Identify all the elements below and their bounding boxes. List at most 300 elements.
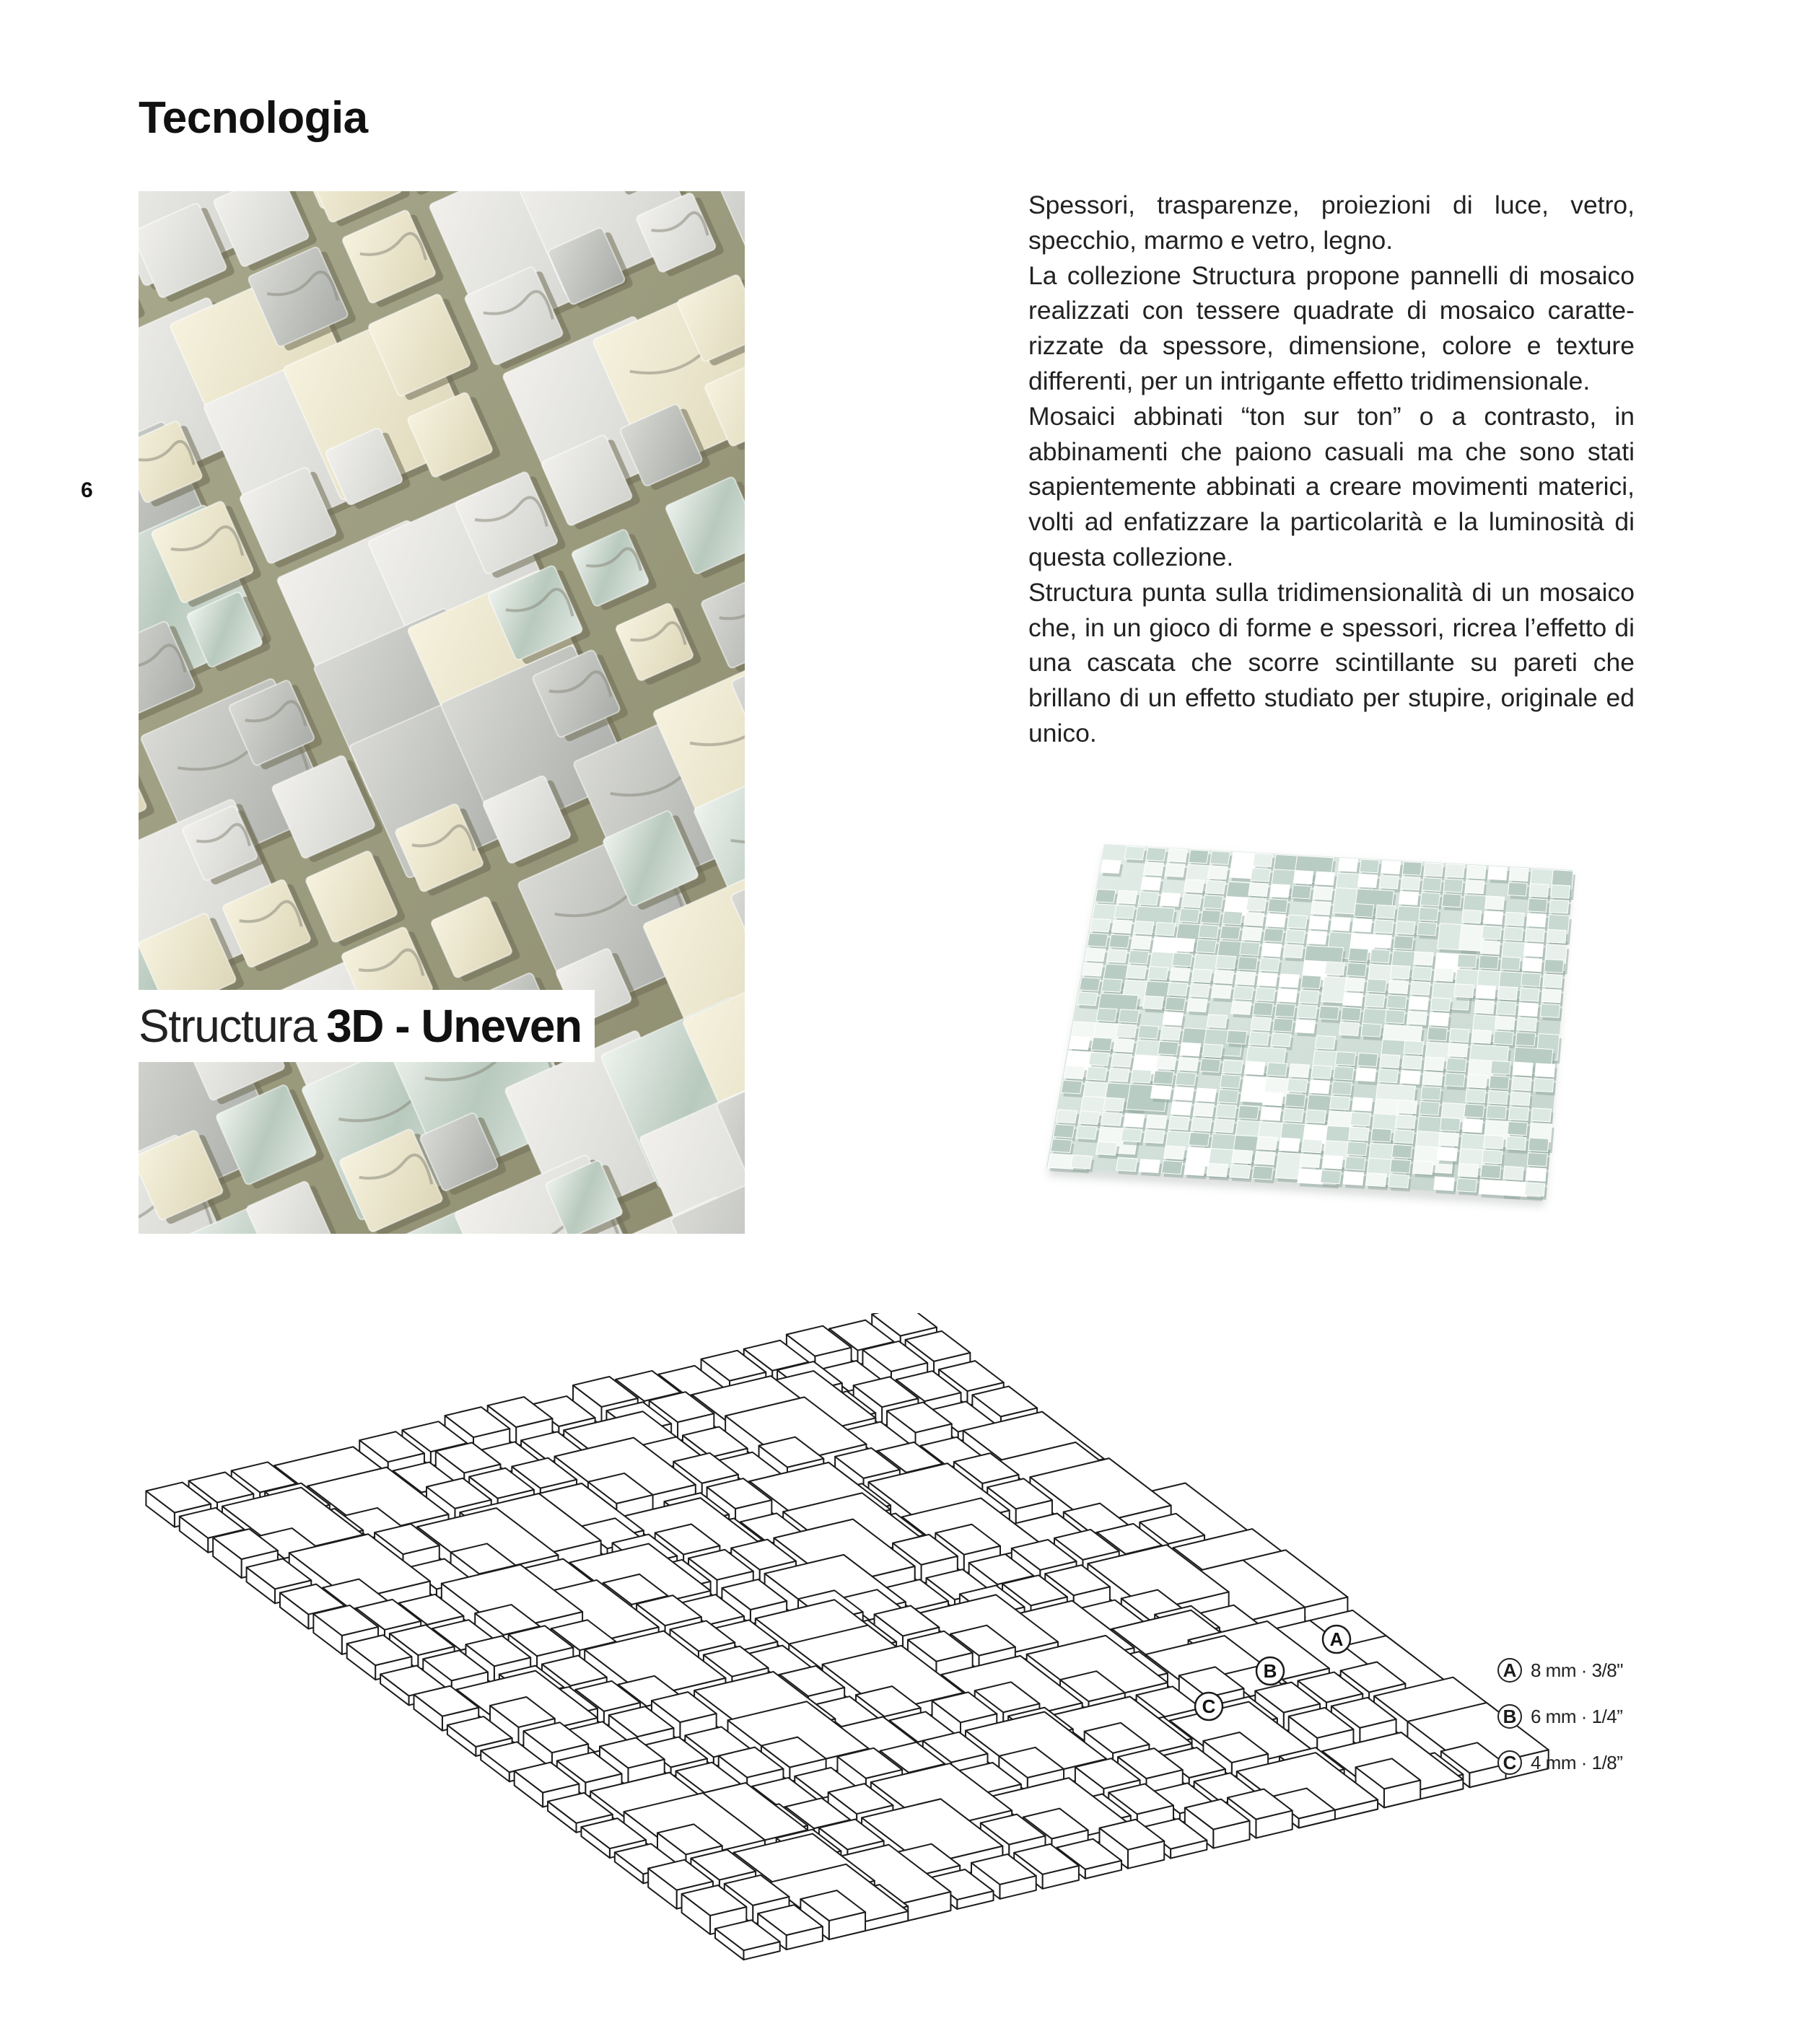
panel-tile — [1215, 1104, 1236, 1118]
panel-tile — [1466, 1089, 1486, 1103]
panel-tile — [1370, 949, 1391, 963]
panel-tile — [1244, 913, 1264, 926]
panel-tile — [1085, 948, 1106, 962]
panel-tile — [1146, 848, 1166, 861]
panel-tile — [1456, 1178, 1477, 1192]
panel-tile — [1129, 950, 1150, 964]
legend-item — [1497, 1741, 1623, 1784]
panel-tile — [1268, 899, 1288, 913]
diagram-label: B — [1263, 1660, 1277, 1682]
panel-tile — [1485, 896, 1505, 910]
panel-tile — [1419, 908, 1438, 921]
panel-tile — [1347, 1142, 1368, 1156]
description-text — [1028, 188, 1635, 751]
panel-tile — [1412, 967, 1433, 981]
panel-tile — [1520, 988, 1539, 1001]
panel-tile — [1275, 1004, 1295, 1017]
panel-tile — [1126, 965, 1147, 979]
panel-tile — [1251, 868, 1271, 882]
panel-tile — [1547, 929, 1566, 943]
panel-tile — [1487, 1105, 1507, 1119]
legend-value-c: 4 mm · 1/8” — [1531, 1751, 1623, 1773]
panel-tile — [1235, 971, 1256, 985]
panel-tile — [1230, 1164, 1251, 1178]
panel-tile — [1051, 1139, 1072, 1153]
panel-tile — [1466, 865, 1486, 879]
panel-tile — [1114, 1039, 1134, 1053]
panel-tile — [1352, 918, 1373, 932]
panel-tile — [1244, 1061, 1265, 1075]
panel-tile — [1287, 915, 1308, 929]
panel-tile — [1301, 975, 1321, 989]
panel-tile — [1399, 891, 1418, 905]
legend-item — [1497, 1649, 1623, 1692]
panel-tile — [1381, 861, 1401, 874]
panel-tile — [1150, 1085, 1171, 1099]
panel-tile — [1160, 1027, 1181, 1040]
panel-tile — [1270, 884, 1290, 898]
panel-tile — [1199, 925, 1219, 939]
panel-tile — [1202, 1044, 1223, 1058]
panel-tile — [1315, 872, 1335, 885]
panel-tile — [1111, 920, 1132, 934]
diagram-label: C — [1202, 1696, 1216, 1717]
panel-tile — [1390, 1159, 1411, 1173]
legend-item — [1497, 1695, 1623, 1738]
panel-tile — [1253, 1002, 1273, 1016]
panel-tile — [1420, 892, 1440, 906]
panel-tile — [1164, 1146, 1185, 1159]
panel-tile — [1165, 997, 1186, 1011]
legend-value-a: 8 mm · 3/8" — [1531, 1659, 1623, 1681]
panel-tile — [1465, 880, 1484, 894]
panel-tile — [1392, 1144, 1412, 1158]
panel-tile — [1531, 1108, 1552, 1122]
panel-tile — [1360, 859, 1379, 873]
panel-tile — [1534, 1078, 1554, 1092]
panel-tile — [1233, 986, 1254, 1000]
panel-tile — [1528, 1138, 1549, 1152]
page-number: 6 — [81, 478, 93, 502]
panel-tile — [1315, 1035, 1335, 1049]
panel-tile — [1510, 1092, 1531, 1105]
panel-tile — [1195, 1088, 1216, 1102]
panel-tile — [1153, 1071, 1174, 1084]
panel-tile — [1238, 957, 1258, 970]
panel-tile — [1356, 1068, 1376, 1082]
panel-tile — [1291, 885, 1311, 899]
panel-tile — [1053, 1124, 1075, 1138]
panel-tile — [1417, 922, 1437, 936]
panel-tile — [1090, 918, 1111, 932]
panel-tile — [1357, 1053, 1378, 1066]
panel-tile — [1261, 943, 1282, 957]
legend-badge-a: A — [1497, 1658, 1522, 1683]
panel-tile — [1448, 1043, 1468, 1057]
panel-tile — [1385, 1010, 1405, 1024]
panel-tile — [1158, 1041, 1178, 1055]
panel-tile — [1271, 1033, 1291, 1047]
panel-tile — [1191, 1118, 1212, 1131]
panel-tile — [1482, 926, 1501, 939]
panel-tile — [1146, 1115, 1167, 1128]
panel-tile — [1491, 1061, 1511, 1074]
panel-tile — [1240, 942, 1260, 955]
panel-tile — [1071, 1155, 1093, 1169]
panel-tile — [1220, 926, 1241, 939]
panel-tile — [1424, 863, 1443, 877]
panel-tile — [1420, 1102, 1440, 1115]
panel-tile — [1261, 1107, 1282, 1120]
panel-tile — [1454, 984, 1474, 998]
panel-tile — [1299, 990, 1319, 1004]
panel-tile — [1253, 854, 1273, 867]
panel-tile — [1144, 1130, 1165, 1144]
panel-tile — [1264, 929, 1284, 942]
panel-tile — [1139, 1159, 1160, 1173]
panel-tile — [1242, 927, 1262, 941]
panel-tile — [1365, 1173, 1386, 1187]
panel-tile — [1343, 1172, 1364, 1185]
panel-tile — [1285, 929, 1305, 943]
legend-badge-c: C — [1497, 1750, 1522, 1775]
panel-tile — [1443, 879, 1463, 892]
panel-tile — [1388, 981, 1409, 994]
panel-tile — [1283, 944, 1303, 958]
panel-tile — [1141, 877, 1161, 890]
panel-tile — [1402, 1056, 1422, 1069]
panel-tile — [1438, 1133, 1458, 1146]
panel-tile — [1305, 1110, 1326, 1123]
panel-tile — [1143, 996, 1164, 1009]
panel-tile — [1410, 981, 1430, 995]
panel-tile — [1124, 846, 1145, 860]
panel-tile — [1390, 965, 1410, 979]
panel-tile — [1508, 1121, 1528, 1135]
panel-tile — [1458, 1164, 1478, 1177]
panel-tile — [1170, 968, 1190, 981]
panel-tile — [1273, 1018, 1293, 1032]
panel-tile — [1509, 867, 1528, 881]
panel-tile — [1334, 1066, 1354, 1080]
panel-tile — [1348, 948, 1368, 962]
mosaic-panel-photo — [1039, 837, 1588, 1212]
panel-tile — [1215, 955, 1235, 969]
panel-tile — [1367, 979, 1387, 993]
panel-tile — [1307, 931, 1327, 944]
panel-tile — [1210, 851, 1230, 865]
panel-tile — [1080, 978, 1101, 991]
mosaic-photo-graphic — [139, 191, 745, 1234]
panel-tile — [1163, 1012, 1184, 1025]
panel-tile — [1101, 860, 1121, 874]
panel-tile — [1413, 1161, 1433, 1175]
panel-tile — [1131, 936, 1151, 949]
panel-tile — [1457, 955, 1477, 968]
panel-tile — [1193, 1103, 1214, 1117]
panel-tile — [1401, 877, 1420, 890]
panel-tile — [1255, 988, 1275, 1001]
panel-tile — [1335, 1052, 1355, 1066]
paragraph: Structura punta sulla tridimensionalità di un mosaico che, in un gioco di forme e spessori, ricrea l’effetto di una cascata che scorre scintillante su pareti che brillano di un effetto studiato per stupire, originale ed unico. — [1028, 577, 1635, 747]
panel-tile — [1352, 1097, 1373, 1111]
panel-tile — [1220, 1075, 1241, 1089]
panel-tile — [1397, 1100, 1417, 1114]
panel-tile — [1380, 1054, 1400, 1068]
panel-tile — [1064, 1066, 1085, 1079]
panel-tile — [1138, 1025, 1159, 1039]
panel-tile — [1446, 1058, 1466, 1072]
panel-tile — [1422, 877, 1442, 891]
panel-tile — [1445, 864, 1464, 878]
panel-tile — [1343, 993, 1363, 1006]
panel-tile — [1223, 911, 1243, 925]
panel-tile — [1429, 1012, 1449, 1026]
panel-tile — [1526, 1167, 1546, 1181]
panel-tile — [1103, 1097, 1124, 1111]
panel-tile — [1251, 1017, 1271, 1031]
panel-tile — [1549, 900, 1569, 913]
panel-tile — [1535, 1063, 1555, 1077]
photo-caption — [139, 990, 595, 1062]
panel-tile — [1096, 1141, 1118, 1155]
panel-tile — [1252, 1166, 1273, 1180]
panel-tile — [1404, 1040, 1424, 1054]
panel-tile — [1414, 952, 1434, 965]
panel-tile — [1254, 1152, 1275, 1165]
panel-tile — [1523, 958, 1542, 972]
panel-tile — [1400, 1071, 1420, 1084]
panel-tile — [1069, 1036, 1090, 1050]
panel-tile — [1231, 1001, 1251, 1014]
panel-tile — [1331, 917, 1351, 931]
panel-tile — [1279, 974, 1299, 988]
panel-tile — [1440, 1118, 1460, 1131]
panel-tile — [1101, 978, 1122, 992]
panel-tile — [1213, 970, 1233, 984]
panel-tile — [1256, 1136, 1277, 1150]
panel-tile — [1168, 1116, 1189, 1130]
panel-tile — [1427, 1027, 1448, 1041]
panel-tile — [1350, 1113, 1370, 1126]
panel-tile — [1203, 895, 1223, 909]
panel-tile — [1341, 1007, 1361, 1021]
panel-tile — [1297, 1005, 1317, 1019]
panel-tile — [1490, 1076, 1510, 1089]
panel-tile — [1248, 1032, 1269, 1045]
panel-tile — [1357, 874, 1377, 887]
panel-tile — [1223, 1060, 1243, 1074]
paragraph: Spessori, trasparenze, proiezioni di luce, vetro, specchio, marmo e vetro, legno. — [1028, 190, 1635, 255]
panel-tile — [1109, 934, 1130, 948]
panel-tile — [1496, 1001, 1515, 1015]
panel-tile — [1500, 957, 1520, 970]
legend-badge-b: B — [1497, 1704, 1522, 1729]
panel-tile — [1394, 1130, 1414, 1144]
panel-tile — [1211, 985, 1231, 999]
panel-tile — [1277, 988, 1297, 1002]
panel-tile — [1523, 943, 1543, 957]
panel-tile — [1056, 1110, 1077, 1123]
panel-tile — [1482, 1150, 1503, 1164]
legend-value-b: 6 mm · 1/4” — [1531, 1705, 1623, 1727]
panel-tile — [1503, 1166, 1523, 1180]
panel-tile — [1543, 974, 1562, 988]
panel-tile — [1116, 890, 1137, 904]
thickness-diagram-graphic — [137, 1313, 1660, 1977]
panel-tile — [1551, 885, 1570, 898]
panel-tile — [1180, 1043, 1201, 1056]
panel-tile — [1354, 904, 1374, 918]
panel-tile — [1434, 968, 1454, 981]
panel-tile — [1189, 1132, 1210, 1146]
panel-tile — [1529, 884, 1549, 898]
panel-tile — [1207, 1163, 1228, 1177]
panel-tile — [1285, 1094, 1305, 1107]
panel-tile — [1476, 985, 1495, 999]
panel-tile — [1155, 1056, 1176, 1070]
panel-tile — [1131, 1069, 1152, 1083]
panel-tile — [1421, 1087, 1441, 1100]
panel-tile — [1374, 920, 1394, 934]
panel-tile — [1205, 880, 1225, 894]
panel-tile — [1300, 1154, 1321, 1167]
panel-tile — [1167, 848, 1187, 862]
panel-tile — [1319, 1006, 1339, 1019]
panel-tile — [1375, 905, 1395, 918]
panel-tile — [1430, 998, 1451, 1012]
panel-tile — [1395, 1115, 1415, 1128]
panel-tile — [1114, 905, 1134, 918]
panel-tile — [1189, 983, 1210, 997]
panel-tile — [1262, 1092, 1283, 1106]
panel-tile — [1095, 889, 1116, 903]
panel-tile — [1409, 996, 1429, 1010]
panel-tile — [1515, 1032, 1536, 1046]
panel-tile — [1484, 1135, 1504, 1149]
panel-tile — [1497, 986, 1517, 1000]
panel-tile — [1232, 1150, 1253, 1164]
panel-tile — [1061, 1080, 1082, 1094]
panel-tile — [1138, 892, 1158, 905]
panel-tile — [1088, 1052, 1109, 1066]
panel-tile — [1179, 909, 1199, 923]
panel-tile — [1086, 1067, 1107, 1081]
panel-tile — [1207, 866, 1228, 880]
panel-tile — [1422, 1071, 1443, 1085]
panel-tile — [1108, 1068, 1129, 1082]
panel-tile — [1266, 913, 1286, 927]
panel-tile — [1509, 1107, 1529, 1120]
panel-tile — [1101, 1113, 1121, 1126]
panel-tile — [1508, 882, 1527, 896]
panel-tile — [1160, 892, 1180, 906]
caption-model: 3D - Uneven — [326, 1000, 582, 1052]
panel-tile — [1321, 1170, 1342, 1184]
diagram-label: A — [1329, 1628, 1344, 1650]
panel-tile — [1540, 1004, 1560, 1017]
panel-tile — [1344, 978, 1365, 991]
panel-tile — [1196, 939, 1216, 953]
panel-tile — [1517, 1017, 1536, 1031]
panel-tile — [1503, 927, 1523, 941]
panel-tile — [1181, 894, 1202, 908]
panel-tile — [1200, 1058, 1221, 1072]
panel-tile — [1189, 850, 1209, 864]
panel-tile — [1339, 1022, 1359, 1036]
panel-tile — [1402, 861, 1422, 875]
panel-tile — [1078, 1111, 1099, 1125]
panel-tile — [1424, 1057, 1444, 1071]
panel-tile — [1267, 1063, 1287, 1076]
panel-tile — [1121, 1128, 1142, 1142]
panel-tile — [1295, 1019, 1315, 1033]
panel-tile — [1379, 875, 1399, 889]
panel-tile — [1474, 1000, 1495, 1014]
panel-tile — [1238, 1105, 1259, 1119]
panel-tile — [1082, 962, 1103, 976]
panel-tile — [1165, 864, 1185, 877]
panel-tile — [1119, 1009, 1140, 1023]
panel-tile — [1088, 934, 1108, 947]
panel-tile — [1462, 910, 1482, 924]
panel-tile — [1293, 871, 1313, 885]
panel-tile — [1246, 898, 1267, 911]
panel-tile — [1361, 1023, 1381, 1037]
panel-tile — [1525, 929, 1544, 942]
panel-tile — [1313, 887, 1333, 900]
panel-tile — [1191, 969, 1212, 983]
panel-tile — [1184, 880, 1204, 893]
panel-tile — [1365, 994, 1385, 1007]
panel-tile — [1495, 1016, 1515, 1030]
panel-tile — [1257, 973, 1277, 986]
panel-tile — [1171, 1102, 1191, 1115]
panel-tile — [1213, 1119, 1234, 1133]
panel-tile — [1513, 1062, 1533, 1076]
mosaic-panel-graphic — [1039, 837, 1588, 1212]
panel-tile — [1541, 989, 1561, 1003]
panel-tile — [1155, 922, 1175, 936]
panel-tile — [1544, 959, 1564, 973]
panel-tile — [1309, 1080, 1329, 1094]
panel-tile — [1133, 921, 1153, 935]
panel-tile — [1371, 1128, 1391, 1142]
panel-tile — [1287, 1079, 1308, 1092]
panel-tile — [1434, 1177, 1454, 1190]
panel-tile — [1161, 1160, 1182, 1174]
panel-tile — [1372, 934, 1392, 948]
panel-tile — [1506, 1136, 1526, 1150]
panel-tile — [1322, 1155, 1343, 1169]
panel-tile — [1445, 1073, 1465, 1087]
mosaic-photo — [139, 191, 745, 1234]
thickness-legend — [1497, 1649, 1623, 1787]
panel-tile — [1464, 1104, 1484, 1118]
panel-tile — [1527, 1153, 1547, 1167]
panel-tile — [1331, 1082, 1352, 1095]
panel-tile — [1176, 1072, 1197, 1086]
panel-tile — [1279, 1138, 1300, 1152]
panel-tile — [1124, 1113, 1145, 1127]
panel-tile — [1349, 1127, 1370, 1141]
panel-tile — [1077, 992, 1098, 1006]
panel-tile — [1311, 901, 1331, 915]
caption-collection: Structura — [139, 1000, 317, 1052]
panel-tile — [1378, 1069, 1398, 1083]
panel-tile — [1116, 1024, 1137, 1038]
panel-tile — [1325, 962, 1345, 975]
